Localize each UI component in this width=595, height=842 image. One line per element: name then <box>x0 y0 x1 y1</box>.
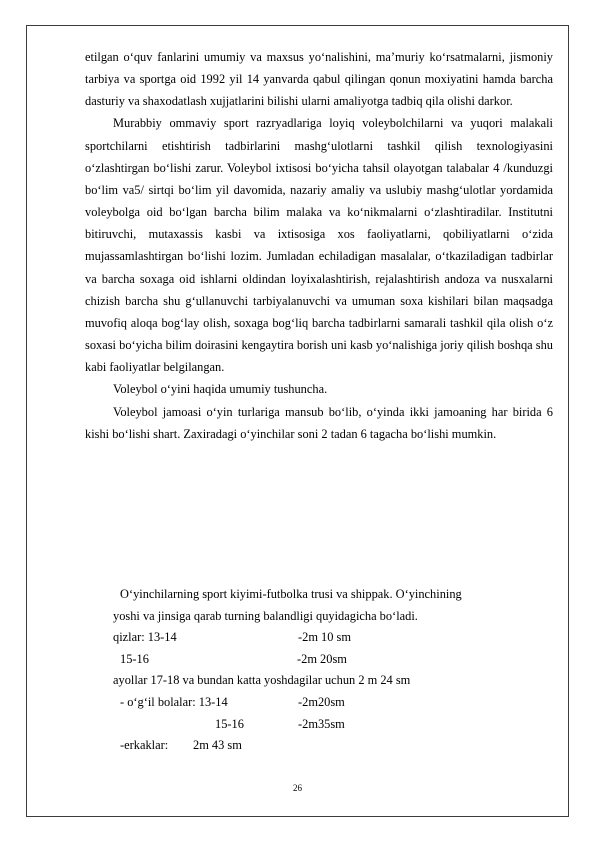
men-height: 2m 43 sm <box>193 738 242 753</box>
document-body <box>85 46 553 445</box>
women-line: ayollar 17-18 va bundan katta yoshdagilar uchun 2 m 24 sm <box>113 673 411 688</box>
men-label: -erkaklar: <box>120 738 169 753</box>
girls-13-14-height: -2m 10 sm <box>298 630 352 645</box>
paragraph-1: etilgan o‘quv fanlarini umumiy va maxsus yo‘nalishini, ma’muriy ko‘rsatmalarni, jismoniy tarbiya va sportga oid 1992 yil 14 yanvarda qabul qilingan qonun moxiyatini hamda barcha dasturiy va shaxodatlash xujjatlarini bilishi ularni amaliyotga tadbiq qila olishi darkor. <box>85 50 553 109</box>
boys-13-14-height: -2m20sm <box>298 695 345 709</box>
paragraph-3: Voleybol jamoasi o‘yin turlariga mansub bo‘lib, o‘yinda ikki jamoaning har birida 6 kishi bo‘lishi shart. Zaxiradagi o‘yinchilar soni 2 tadan 6 tagacha bo‘lishi mumkin. <box>85 404 553 441</box>
boys-15-16-height: -2m35sm <box>298 716 345 731</box>
girls-15-16-label: 15-16 <box>120 651 149 666</box>
page-number: 26 <box>293 783 302 793</box>
uniform-line-2: yoshi va jinsiga qarab turning balandligi quyidagicha bo‘ladi. <box>113 608 418 623</box>
boys-13-14-label: - o‘g‘il bolalar: 13-14 <box>120 695 228 709</box>
boys-15-16-label: 15-16 <box>215 716 244 731</box>
girls-13-14-label: qizlar: 13-14 <box>113 630 177 645</box>
section-heading: Voleybol o‘yini haqida umumiy tushuncha. <box>113 382 328 397</box>
girls-15-16-height: -2m 20sm <box>297 651 347 666</box>
uniform-line-1: O‘yinchilarning sport kiyimi-futbolka trusi va shippak. O‘yinchining <box>120 587 462 601</box>
paragraph-2: Murabbiy ommaviy sport razryadlariga loyiq voleybolchilarni va yuqori malakali sportchilarni etishtirish tadbirlarini mashg‘ulotlarni tashkil qilish texnologiyasini o‘zlashtirgan bo‘lishi zarur. Voleybol ixtisosi bo‘yicha tahsil olayotgan talabalar 4 /kunduzgi bo‘lim va5/ sirtqi bo‘lim yil davomida, nazariy amaliy va uslubiy mashg‘ulotlar yordamida voleybolga oid bo‘lgan barcha bilim malaka va ko‘nikmalarni o‘zlashtiradilar. Institutni bitiruvchi, mutaxassis kasbi va ixtisosiga xos faoliyatlarni, qobiliyatlarni o‘zida mujassamlashtirgan bo‘lishi lozim. Jumladan echiladigan masalalar, o‘tkaziladigan tadbirlar va barcha soxaga oid ishlarni oldindan loyixalashtirish, rejalashtirish andoza va nusxalarni chizish barcha shu g‘ullanuvchi tarbiyalanuvchi va umuman soxa kishilari bilan maqsadga muvofiq aloqa bog‘lay olish, soxaga bog‘liq barcha tadbirlarni samarali tashkil qila olish o‘z soxasi bo‘yicha bilim doirasini kengaytira borish uni kasb yo‘nalishiga joriy qilish boshqa shu kabi faoliyatlar belgilangan. <box>85 116 553 375</box>
